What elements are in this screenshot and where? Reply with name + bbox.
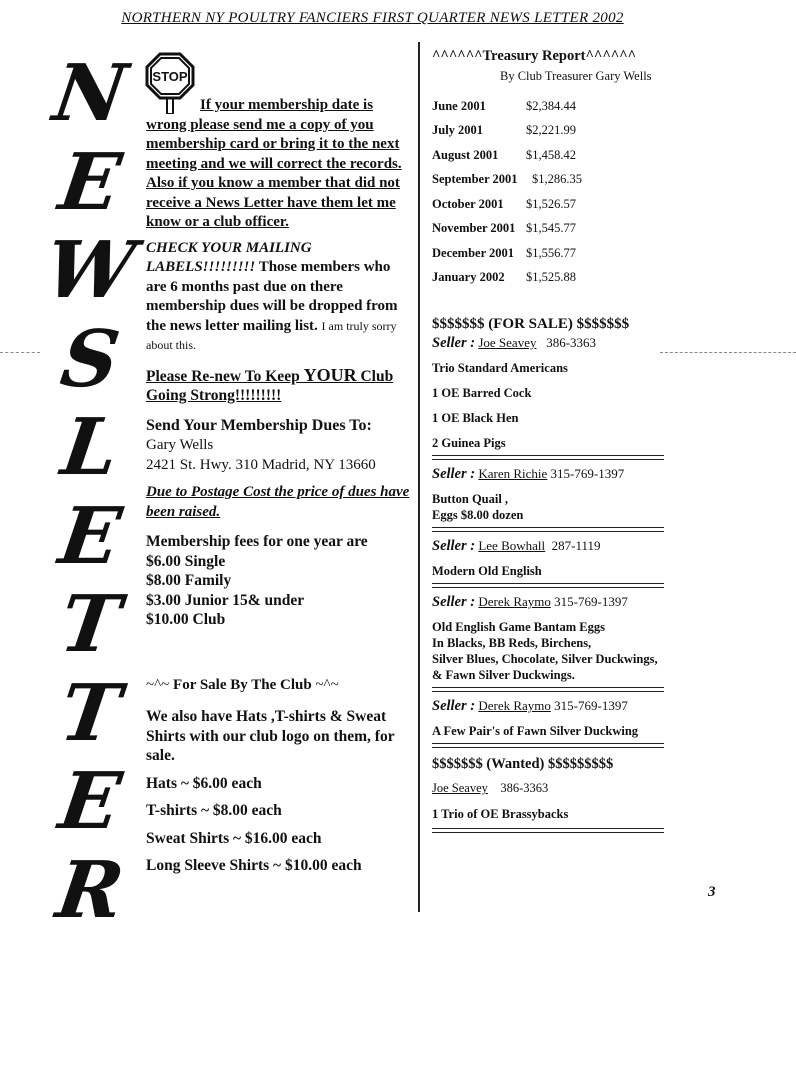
right-column (432, 48, 672, 839)
wanted-name: Joe Seavey (432, 781, 488, 795)
for-sale-title: $$$$$$$ (FOR SALE) $$$$$$$ (432, 316, 630, 332)
club-sale-item: Long Sleeve Shirts ~ $10.00 each (146, 857, 362, 874)
membership-fees (146, 532, 411, 630)
sale-item: Modern Old English (432, 564, 542, 578)
seller-phone: 386-3363 (546, 335, 597, 350)
club-sale-item: We also have Hats ,T-shirts & Sweat Shirts with our club logo on them, for sale. (146, 708, 395, 764)
title-letter: W (39, 225, 141, 316)
check-note: I am truly sorry about this. (146, 318, 397, 352)
treasury-row (432, 217, 672, 242)
seller-label: Seller : (432, 594, 476, 610)
sale-item: 1 OE Black Hen (432, 411, 519, 425)
treasury-month: January 2002 (432, 270, 505, 285)
send-heading: Send Your Membership Dues To: (146, 416, 372, 434)
sale-item: A Few Pair's of Fawn Silver Duckwing (432, 724, 639, 738)
wanted-item: 1 Trio of OE Brassybacks (432, 807, 569, 821)
title-letter: R (51, 844, 129, 936)
check-body: Those members who are 6 months past due on there membership dues will be dropped from the news letter mailing list. (146, 259, 398, 334)
seller-label: Seller : (432, 698, 476, 714)
treasury-month: September 2001 (432, 172, 518, 187)
seller-listing (432, 594, 672, 692)
vertical-newsletter-title (40, 50, 140, 935)
postage-notice: Due to Postage Cost the price of dues have been raised. (146, 484, 410, 520)
treasury-month: June 2001 (432, 98, 486, 113)
treasury-amount: $1,526.57 (526, 196, 576, 211)
page-number: 3 (708, 884, 716, 900)
seller-name: Lee Bowhall (478, 538, 546, 553)
club-sale-item: Sweat Shirts ~ $16.00 each (146, 829, 322, 847)
treasury-amount: $1,556.77 (526, 245, 576, 260)
renew-banner (146, 366, 411, 406)
sale-item: Button Quail , (432, 492, 509, 506)
fee-line: $10.00 Club (146, 611, 226, 628)
treasury-amount: $1,525.88 (526, 270, 576, 285)
seller-label: Seller : (432, 466, 476, 482)
treasury-title: ^^^^^^Treasury Report^^^^^^ (432, 48, 637, 64)
treasury-row (432, 168, 672, 193)
treasury-amount: $2,384.44 (526, 98, 576, 113)
seller-label: Seller : (432, 538, 476, 554)
section-rule (432, 687, 664, 692)
seller-line (432, 538, 672, 555)
treasury-row (432, 192, 672, 217)
section-rule (432, 828, 664, 833)
title-letter: E (53, 490, 127, 582)
send-name: Gary Wells (146, 437, 214, 453)
club-sale-item: T-shirts ~ $8.00 each (146, 802, 282, 819)
club-sale-item: Hats ~ $6.00 each (146, 774, 262, 792)
membership-notice: If your membership date is wrong please send me a copy of you membership card or bring it to the next meeting and we will correct the records. Also if you know a member that did not receive a News Letter have them let me know or a club officer. (146, 97, 402, 230)
wanted-contact (432, 781, 672, 796)
treasury-amount: $2,221.99 (526, 123, 576, 138)
seller-name: Joe Seavey (478, 335, 537, 350)
seller-name: Derek Raymo (478, 698, 551, 713)
treasury-table (432, 94, 672, 290)
sale-item: Eggs $8.00 dozen (432, 508, 524, 522)
sale-item: Old English Game Bantam Eggs (432, 620, 605, 634)
treasury-row (432, 266, 672, 291)
treasury-byline: By Club Treasurer Gary Wells (500, 69, 652, 83)
seller-line (432, 466, 672, 483)
renew-emphasis: YOUR (303, 364, 357, 385)
mailing-label-notice (146, 239, 411, 356)
treasury-amount: $1,545.77 (526, 221, 576, 236)
club-sale-title: For Sale By The Club (173, 676, 312, 693)
renew-text: Please Re-new To Keep (146, 367, 304, 385)
seller-phone: 315-769-1397 (554, 698, 628, 713)
send-address: 2421 St. Hwy. 310 Madrid, NY 13660 (146, 456, 376, 473)
renew-text: Club Going Strong!!!!!!!!! (146, 367, 394, 404)
treasury-amount: $1,286.35 (532, 172, 582, 187)
section-rule (432, 743, 664, 748)
seller-phone: 315-769-1397 (550, 466, 625, 481)
fee-line: $6.00 Single (146, 552, 226, 570)
treasury-month: July 2001 (432, 123, 484, 138)
sale-item: In Blacks, BB Reds, Birchens, (432, 636, 592, 650)
seller-name: Derek Raymo (478, 594, 551, 609)
seller-listing (432, 698, 672, 748)
section-rule (432, 527, 664, 532)
seller-listing (432, 466, 672, 532)
sale-item: Trio Standard Americans (432, 361, 568, 375)
treasury-row (432, 143, 672, 168)
title-letter: L (56, 402, 124, 493)
seller-listing (432, 335, 672, 460)
treasury-row (432, 94, 672, 119)
seller-label: Seller : (432, 335, 476, 351)
sale-item: Silver Blues, Chocolate, Silver Duckwings, (432, 652, 658, 666)
seller-line (432, 594, 672, 611)
fold-mark-left (0, 352, 40, 353)
fee-line: $8.00 Family (146, 572, 232, 589)
wanted-title: $$$$$$$ (Wanted) $$$$$$$$$ (432, 756, 614, 772)
left-column (146, 96, 411, 884)
sale-item: & Fawn Silver Duckwings. (432, 668, 575, 682)
section-rule (432, 583, 664, 588)
fee-line: Membership fees for one year are (146, 533, 368, 550)
seller-line (432, 698, 672, 715)
seller-line (432, 335, 672, 352)
treasury-month: November 2001 (432, 221, 516, 236)
club-sale-ornament: ~^~ (146, 676, 174, 693)
club-sale-heading (146, 676, 411, 696)
section-rule (432, 455, 664, 460)
stop-sign-text: STOP (152, 69, 188, 84)
seller-listing (432, 538, 672, 588)
title-letter: N (48, 48, 133, 139)
treasury-amount: $1,458.42 (526, 147, 576, 162)
sale-item: 2 Guinea Pigs (432, 436, 506, 450)
club-sale-ornament: ~^~ (311, 676, 339, 693)
seller-phone: 287-1119 (551, 538, 601, 553)
wanted-phone: 386-3363 (500, 781, 549, 795)
title-letter: T (54, 579, 126, 670)
treasury-row (432, 119, 672, 144)
title-letter: E (53, 136, 127, 228)
check-heading: CHECK YOUR MAILING LABELS!!!!!!!!! (146, 239, 312, 275)
fold-mark-right (660, 352, 796, 353)
sale-item: 1 OE Barred Cock (432, 386, 532, 400)
title-letter: T (54, 667, 126, 759)
title-letter: E (53, 756, 127, 847)
seller-phone: 315-769-1397 (554, 594, 628, 609)
treasury-month: October 2001 (432, 196, 504, 211)
treasury-month: December 2001 (432, 245, 515, 260)
seller-name: Karen Richie (478, 466, 548, 481)
newsletter-header: NORTHERN NY POULTRY FANCIERS FIRST QUARTER NEWS LETTER 2002 (121, 10, 624, 26)
treasury-month: August 2001 (432, 147, 499, 162)
send-dues-block (146, 416, 411, 476)
column-divider (418, 42, 420, 912)
fee-line: $3.00 Junior 15& under (146, 591, 305, 609)
title-letter: S (55, 313, 125, 405)
treasury-row (432, 241, 672, 266)
